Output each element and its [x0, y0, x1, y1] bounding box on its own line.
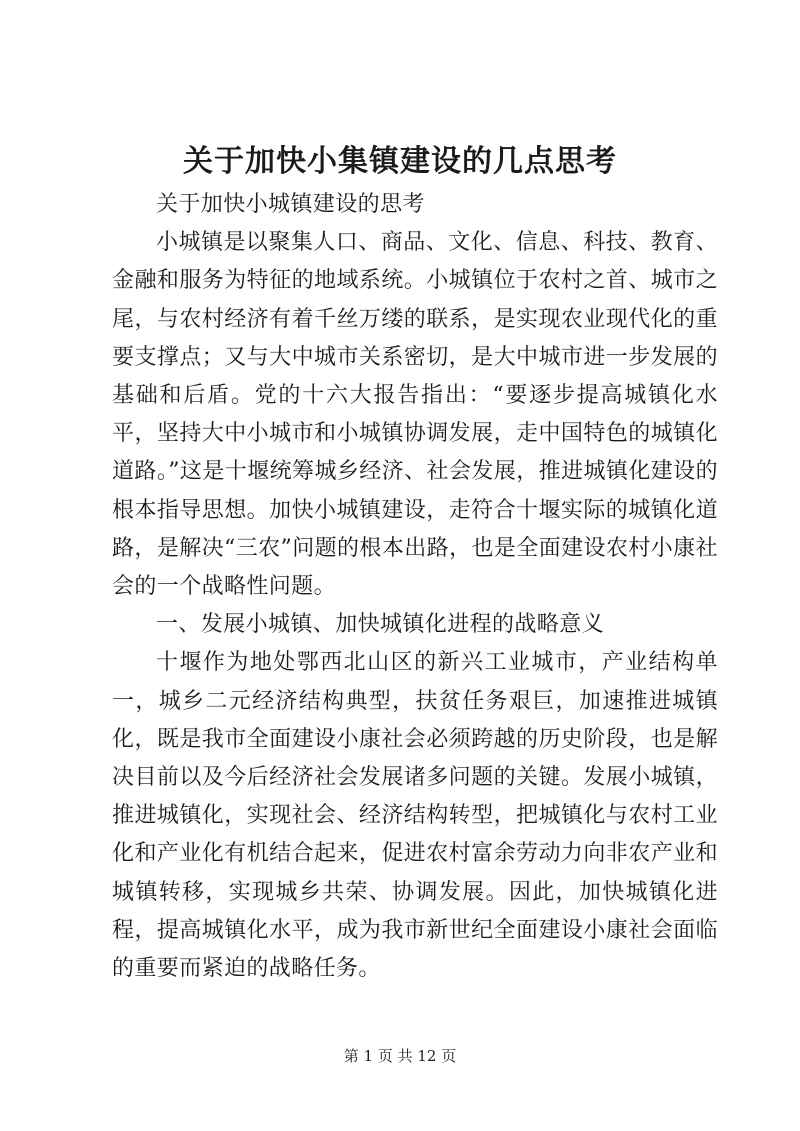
- section-paragraph: 十堰作为地处鄂西北山区的新兴工业城市，产业结构单一，城乡二元经济结构典型，扶贫任务艰巨，加速推进城镇化，既是我市全面建设小康社会必须跨越的历史阶段，也是解决目前以及今后经济社会发展诸多问题的关键。发展小城镇，推进城镇化，实现社会、经济结构转型，把城镇化与农村工业化和产业化有机结合起来，促进农村富余劳动力向非农产业和城镇转移，实现城乡共荣、协调发展。因此，加快城镇化进程，提高城镇化水平，成为我市新世纪全面建设小康社会面临的重要而紧迫的战略任务。: [112, 650, 718, 982]
- document-body: [112, 186, 718, 988]
- document-title: 关于加快小集镇建设的几点思考: [183, 144, 617, 179]
- section-heading: 一、发展小城镇、加快城镇化进程的战略意义: [156, 612, 605, 638]
- subtitle-paragraph: 关于加快小城镇建设的思考: [156, 192, 425, 217]
- intro-paragraph: 小城镇是以聚集人口、商品、文化、信息、科技、教育、金融和服务为特征的地域系统。小城镇位于农村之首、城市之尾，与农村经济有着千丝万缕的联系，是实现农业现代化的重要支撑点；又与大中城市关系密切，是大中城市进一步发展的基础和后盾。党的十六大报告指出：“要逐步提高城镇化水平，坚持大中小城市和小城镇协调发展，走中国特色的城镇化道路。”这是十堰统筹城乡经济、社会发展，推进城镇化建设的根本指导思想。加快小城镇建设，走符合十堰实际的城镇化道路，是解决“三农”问题的根本出路，也是全面建设农村小康社会的一个战略性问题。: [112, 230, 718, 600]
- page-footer: 第 1 页 共 12 页: [343, 1047, 457, 1065]
